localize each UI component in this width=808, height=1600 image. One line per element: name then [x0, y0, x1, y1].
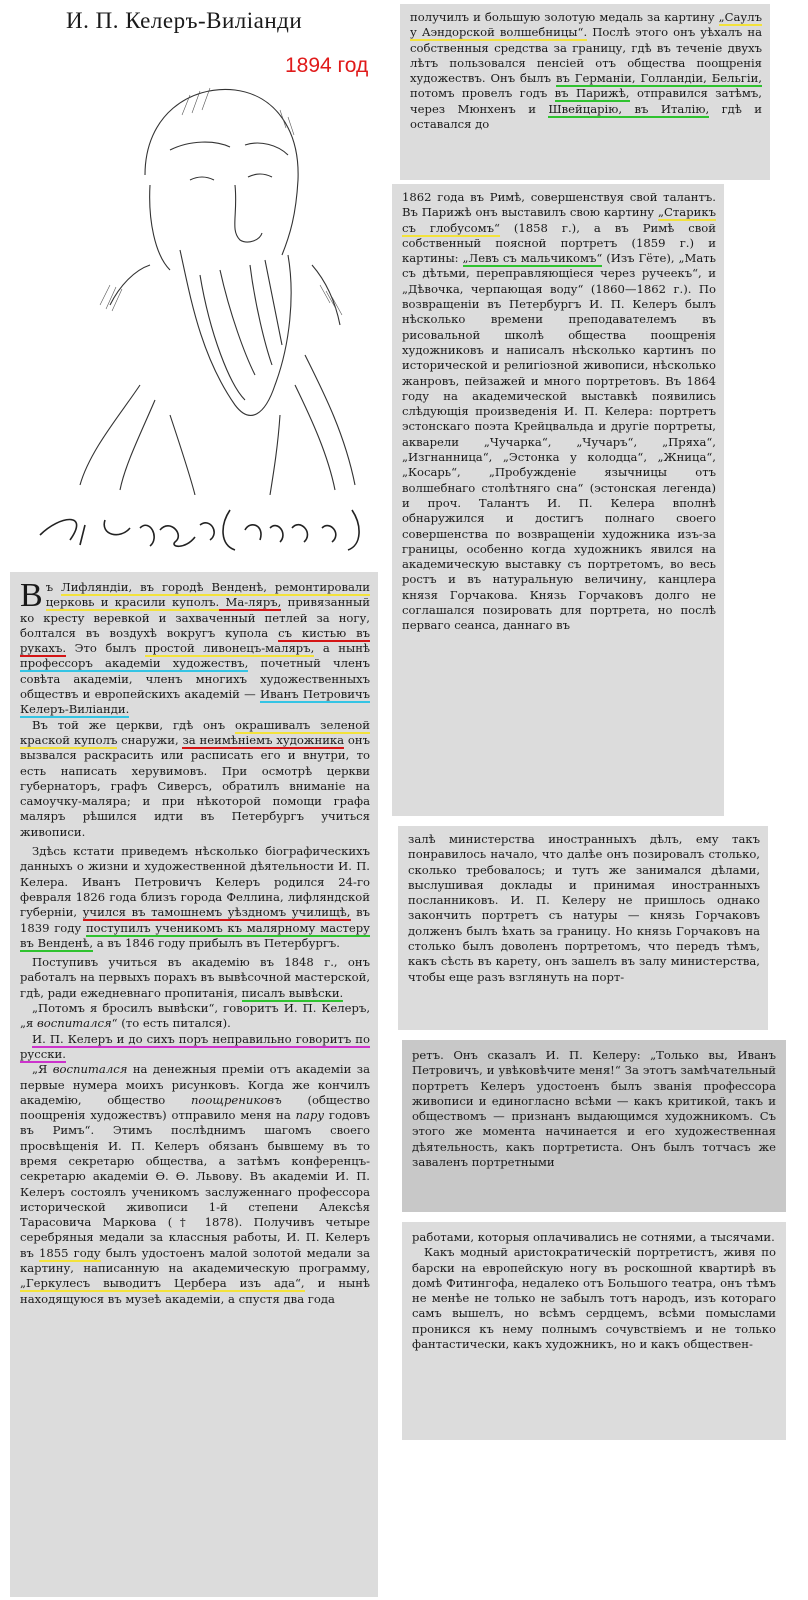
left-column — [10, 572, 378, 1597]
right-paragraph-1: получилъ и большую золотую медаль за картину „Саулъ у Аэндорской волшебницы“. Послѣ этого онъ уѣхалъ на собственныя средства за границу, гдѣ въ теченіе двухъ лѣтъ пользовался пенсіей отъ общества поощренія художествъ. Онъ былъ въ Германіи, Голландіи, Бельгіи, потомъ провелъ годъ въ Парижѣ, отправился затѣмъ, через Мюнхенъ и Швейцарію, въ Италію, гдѣ и оставался до — [410, 10, 763, 132]
paragraph-1: Въ Лифляндіи, въ городѣ Венденѣ, ремонтировали церковь и красили куполъ. Ма-ляръ, привязанный ко кресту веревкой и захваченный петлей за ногу, болтался въ воздухѣ вокругъ купола съ кистью въ рукахъ. Это былъ простой ливонецъ-маляръ, а нынѣ профессоръ академіи художествъ, почетный членъ совѣта академіи, членъ многихъ художественныхъ обществъ и европейскихъ академій — Иванъ Петровичъ Келеръ-Виліанди. — [20, 577, 371, 717]
right-paragraph-5b: Какъ модный аристократическій портретистъ, живя по барски на европейскую ногу въ роскошной квартирѣ въ домѣ Фитингофа, недалеко отъ Большого театра, онъ тѣмъ не менѣе не только не забылъ тотъ народъ, изъ котораго самъ вышелъ, но всѣмъ сердцемъ, всѣми помыслами проникся къ нему полнымъ сочувствіемъ и не только фантастически, какъ художникъ, но и какъ обществен- — [412, 1245, 776, 1352]
svg-text:И. Келеръ (Виліанди): И. Келеръ (Виліанди) — [30, 500, 42, 501]
signature — [30, 500, 370, 555]
paragraph-6: И. П. Келеръ и до сихъ поръ неправильно говоритъ по русски. — [20, 1031, 370, 1061]
paragraph-4: Поступивъ учиться въ академію въ 1848 г., онъ работалъ на первыхъ порахъ въ вывѣсочной мастерской, гдѣ, ради ежедневнаго пропитанія, писалъ вывѣски. — [20, 955, 370, 1000]
portrait-engraving — [50, 55, 370, 495]
right-column-block-3 — [398, 826, 768, 1030]
paragraph-3: Здѣсь кстати приведемъ нѣсколько біографическихъ данныхъ о жизни и художественной дѣятельности И. П. Келера. Иванъ Петровичъ Келеръ родился 24-го февраля 1826 года близъ города Феллина, лифляндской губерніи, учился въ тамошнемъ уѣздномъ училищѣ, въ 1839 году поступилъ ученикомъ къ малярному мастеру въ Венденѣ, а въ 1846 году прибылъ въ Петербургъ. — [20, 844, 371, 950]
right-column-block-2 — [392, 184, 724, 816]
right-paragraph-2: 1862 года въ Римѣ, совершенствуя свой талантъ. Въ Парижѣ онъ выставилъ свою картину „Старикъ съ глобусомъ“ (1858 г.), а въ Римѣ свой собственный поясной портретъ (1859 г.) и картины: „Левъ съ мальчикомъ“ (Изъ Гёте), „Мать съ дѣтьми, переправляющіеся через ручеекъ“, и „Дѣвочка, черпающая воду“ (1860—1862 г.). По возвращеніи въ Петербургъ И. П. Келеръ былъ нѣсколько времени преподавателемъ въ рисовальной школѣ общества поощренія художниковъ и написалъ нѣсколько картинъ по исторической и религіозной живописи, нѣсколько жанровъ, пейзажей и много портретовъ. Въ 1864 году на академической выставкѣ появились слѣдующія произведенія И. П. Келера: портретъ эстонскаго поэта Крейцвальда и другіе портреты, акварели „Чучарка“, „Чучаръ“, „Пряха“, „Изгнанница“, „Эстонка у колодца“, „Жница“, „Косарь“, „Пробужденіе язычницы отъ волшебнаго столѣтняго сна“ (эстонская легенда) и проч. Талантъ И. П. Келера вполнѣ обнаружился и достигъ полнаго своего совершенства по возвращеніи художника изъ-за границы, особенно когда художникъ явился на академическую выставку съ портретомъ, во весь ростъ и въ натуральную величину, канцлера князя Горчакова. Князь Горчаковъ долго не соглашался позировать для портрета, но послѣ перваго сеанса, даннаго въ — [402, 190, 716, 633]
paragraph-2: Въ той же церкви, гдѣ онъ окрашивалъ зеленой краской куполъ снаружи, за неимѣніемъ художника онъ вызвался раскрасить или расписать его и внутри, то есть написать херувимовъ. При осмотрѣ церкви губернаторъ, графъ Сиверсъ, обратилъ вниманіе на самоучку-маляра; и при нѣкоторой помощи графа маляръ рѣшился идти въ Петербургъ учиться живописи. — [20, 717, 370, 839]
paragraph-7: „Я воспитался на денежныя преміи отъ академіи за первые нумера моихъ рисунковъ. Когда же кончилъ академію, общество поощрениковъ (общество поощренія художествъ) отправило меня на пару годовъ въ Римъ“. Этимъ послѣднимъ шагомъ своего просвѣщенія И. П. Келеръ обязанъ бывшему въ то время секретарю общества, а затѣмъ конференцъ-секретарю академіи Ѳ. Ѳ. Львову. Въ академіи И. П. Келеръ состоялъ ученикомъ заслуженнаго профессора исторической живописи 1-й степени Алексѣя Тарасовича Маркова († 1878). Получивъ четыре серебряныя медали за классныя работы, И. П. Келеръ въ 1855 году былъ удостоенъ малой золотой медали за картину, написанную на академическую программу, „Геркулесъ выводитъ Цербера изъ ада“, и нынѣ находящуюся въ музеѣ академіи, а спустя два года — [20, 1062, 371, 1306]
drop-cap: В — [20, 577, 43, 614]
paragraph-5: „Потомъ я бросилъ вывѣски“, говоритъ И. П. Келеръ, „я воспитался“ (то есть питался). — [20, 1001, 370, 1031]
right-column-block-5 — [402, 1222, 786, 1440]
right-column-block-4 — [402, 1040, 786, 1212]
year-note: 1894 год — [285, 54, 369, 77]
right-paragraph-4: ретъ. Онъ сказалъ И. П. Келеру: „Только вы, Иванъ Петровичъ, и увѣковѣчите меня!“ За этотъ замѣчательный портретъ Келеръ удостоенъ былъ званія профессора живописи и единогласно всѣми — какъ критикой, такъ и обществомъ — признанъ выдающимся художникомъ. Съ этого же момента начинается и его художественная дѣятельность, какъ портретиста. Онъ былъ тотчасъ же заваленъ портретными — [412, 1048, 776, 1170]
right-paragraph-3: залѣ министерства иностранныхъ дѣлъ, ему такъ понравилось начало, что далѣе онъ позировалъ столько, сколько требовалось; и тутъ же занимался дѣлами, выслушивая доклады и принимая иностранныхъ посланниковъ. И. П. Келеру не пришлось однако закончить портретъ съ натуры — князь Горчаковъ долженъ былъ ѣхать за границу. Но князь Горчаковъ на столько былъ доволенъ портретомъ, что передъ тѣмъ, какъ сѣсть въ карету, онъ зашелъ въ залу министерства, чтобы еще разъ взглянуть на порт- — [408, 832, 760, 984]
right-paragraph-5a: работами, которыя оплачивались не сотнями, а тысячами. — [412, 1230, 775, 1244]
right-column-block-1 — [400, 4, 770, 180]
article-title: И. П. Келеръ-Виліанди — [66, 8, 303, 33]
